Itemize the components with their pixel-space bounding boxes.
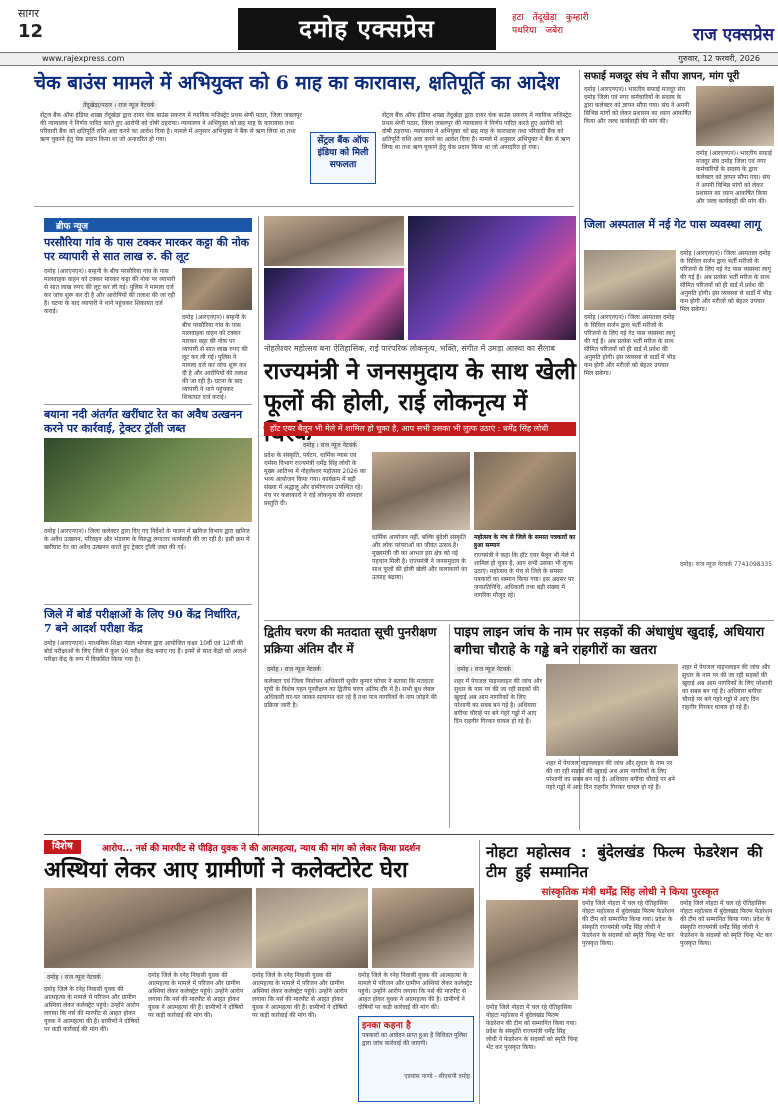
ashes-urn-photo — [256, 888, 368, 968]
divider — [44, 604, 252, 605]
lead-subhead-2: महोत्सव के मंच से जिले के समस्त पत्रकारों का हुआ सम्मान — [474, 534, 576, 549]
top-story-headline: चेक बाउंस मामले में अभियुक्त को 6 माह का कारावास, क्षतिपूर्ति का आदेश — [34, 72, 560, 94]
road-pit-photo — [546, 664, 678, 756]
brief-story1-body: दमोह (आरएनएन)। बम्हनी के बीच परसौरिया गांव के पास मालवाहक वाहन को टक्कर मारकर कट्टा की नोक पर व्यापारी से सात लाख रुपए की लूट कर ली गई। पुलिस ने मामला दर्ज कर जांच शुरू कर दी है और आरोपियों की तलाश की जा रही है। घटना के बाद व्यापारी ने थाने पहुंचकर शिकायत दर्ज कराई। — [44, 268, 176, 315]
voter-list-headline: द्वितीय चरण की मतदाता सूची पुनरीक्षण प्रक्रिया अंतिम दौर में — [264, 625, 437, 656]
pipeline-body-cont2: शहर में पेयजल पाइपलाइन की जांच और सुधार के नाम पर की जा रही सड़कों की खुदाई अब आम नागरिकों के लिए परेशानी का सबब बन गई है। अधियारा बगीचा चौराहे पर बने गहरे गड्ढों में आए दिन राहगीर गिरकर घायल हो रहे हैं। — [682, 664, 773, 711]
newspaper-title: दमोह एक्सप्रेस — [238, 8, 496, 50]
voter-list-byline: दमोह । राज न्यूज नेटवर्क — [264, 664, 324, 674]
festival-photo-1 — [264, 216, 404, 266]
divider — [264, 620, 774, 621]
hospital-photo — [584, 250, 676, 310]
villagers-photo — [372, 888, 474, 968]
top-story-byline: तेंदूखेड़ा/पठार । राज न्यूज नेटवर्क — [80, 100, 158, 110]
memorandum-photo — [696, 86, 774, 146]
nohta-kicker: सांस्कृतिक मंत्री धर्मेंद्र सिंह लोधी ने किया पुरस्कृत — [541, 887, 719, 898]
side-top-body-cont: दमोह (आरएनएन)। भारतीय सफाई मजदूर संघ दमोह जिला एवं नगर कर्मचारियों के सदस्य के द्वारा कलेक्टर को ज्ञापन सौंपा गया। संघ ने अपनी विभिन्न मांगों को लेकर प्रशासन का ध्यान आकर्षित किया और जल्द कार्यवाही की मांग की। — [696, 150, 772, 205]
bureau-list — [512, 12, 632, 38]
victim-photo — [182, 268, 252, 310]
statement-box-text: पत्रकारों का आवेदन प्राप्त हुआ है विधिवत पुलिस द्वारा जांच कार्रवाई की जाएगी। — [362, 1032, 468, 1047]
holi-photo — [372, 452, 470, 530]
tractor-seizure-photo — [44, 438, 252, 522]
statement-box-title: इनका कहना है — [362, 1021, 411, 1031]
journalist-honour-photo — [474, 452, 576, 530]
nohta-headline: नोहटा महोत्सव : बुंदेलखंड फिल्म फेडरेशन की टीम हुई सम्मानित — [486, 843, 763, 881]
special-kicker: आरोप... नर्स की मारपीट से पीड़ित युवक ने की आत्महत्या, न्याय की मांग को लेकर किया प्रदर्शन — [102, 844, 421, 854]
brief-story2-headline: बयाना नदी अंतर्गत खरींघाट रेत का अवैध उत्खनन करने पर कार्रवाई, ट्रेक्टर ट्रॉली जब्त — [44, 408, 243, 435]
city-name: सागर — [18, 7, 39, 20]
collectorate-protest-photo — [44, 888, 252, 968]
nohta-body-cont: दमोह जिले नोहटा में चल रहे ऐतिहासिक नोहटा महोत्सव में बुंदेलखंड फिल्म फेडरेशन की टीम को सम्मानित किया गया। प्रदेश के संस्कृति राज्यमंत्री धर्मेंद्र सिंह लोधी ने फेडरेशन के सदस्यों को स्मृति चिन्ह भेंट कर पुरस्कृत किया। — [680, 900, 773, 947]
side-top-body: दमोह (आरएनएन)। भारतीय सफाई मजदूर संघ दमोह जिला एवं नगर कर्मचारियों के सदस्य के द्वारा कलेक्टर को ज्ञापन सौंपा गया। संघ ने अपनी विभिन्न मांगों को लेकर प्रशासन का ध्यान आकर्षित किया और जल्द कार्यवाही की मांग की। — [584, 86, 692, 125]
divider — [34, 206, 574, 207]
bureau-item: कुम्हारी — [565, 13, 589, 23]
brief-story3-body: दमोह (आरएनएन)। माध्यमिक शिक्षा मंडल भोपाल द्वारा आयोजित कक्षा 10वीं एवं 12वीं की बोर्ड परीक्षाओं के लिए जिले में कुल 90 परीक्षा केंद्र बनाए गए हैं। इनमें से सात केंद्रों को आदर्श परीक्षा केंद्र के रूप में विकसित किया गया है। — [44, 640, 247, 663]
brief-news-label: ब्रीफ न्यूज — [56, 222, 89, 232]
pipeline-headline: पाइप लाइन जांच के नाम पर सड़कों की अंधाधुंध खुदाई, अधियारा बगीचा चौराहे के गड्ढे बने राहगीरों का खतरा — [454, 625, 765, 658]
special-body-cont2: दमोह जिले के रनेह निवासी युवक की आत्महत्या के मामले में परिजन और ग्रामीण अस्थियां लेकर कलेक्ट्रेट पहुंचे। उन्होंने आरोप लगाया कि नर्स की मारपीट से आहत होकर युवक ने आत्महत्या की है। ग्रामीणों ने दोषियों पर कड़ी कार्रवाई की मांग की। — [252, 972, 348, 1019]
website-url[interactable]: www.rajexpress.com — [42, 54, 125, 63]
nohta-body: दमोह जिले नोहटा में चल रहे ऐतिहासिक नोहटा महोत्सव में बुंदेलखंड फिल्म फेडरेशन की टीम को सम्मानित किया गया। प्रदेश के संस्कृति राज्यमंत्री धर्मेंद्र सिंह लोधी ने फेडरेशन के सदस्यों को स्मृति चिन्ह भेंट कर पुरस्कृत किया। — [582, 900, 675, 947]
side-top-headline: सफाई मजदूर संघ ने सौंपा ज्ञापन, मांग पूरी — [584, 71, 740, 82]
special-body-cont3: दमोह जिले के रनेह निवासी युवक की आत्महत्या के मामले में परिजन और ग्रामीण अस्थियां लेकर कलेक्ट्रेट पहुंचे। उन्होंने आरोप लगाया कि नर्स की मारपीट से आहत होकर युवक ने आत्महत्या की है। ग्रामीणों ने दोषियों पर कड़ी कार्रवाई की मांग की। — [358, 972, 473, 1011]
brief-story1-headline: परसौरिया गांव के पास टक्कर मारकर कट्टा की नोक पर व्यापारी से सात लाख रु. की लूट — [44, 236, 250, 263]
brand-logo-text: राज एक्सप्रेस — [692, 25, 774, 45]
brief-news-bar — [44, 218, 252, 232]
bureau-item: हटा — [512, 13, 524, 23]
lead-body-3: राज्यमंत्री ने कहा कि हॉट एयर बैलून भी मेले में शामिल हो चुका है, आप सभी उसका भी लुत्फ उठाएं। महोत्सव के मंच से जिले के समस्त पत्रकारों का सम्मान किया गया। इस अवसर पर जनप्रतिनिधि, अधिकारी तथा बड़ी संख्या में नागरिक मौजूद रहे। — [474, 552, 575, 599]
special-body-cont: दमोह जिले के रनेह निवासी युवक की आत्महत्या के मामले में परिजन और ग्रामीण अस्थियां लेकर कलेक्ट्रेट पहुंचे। उन्होंने आरोप लगाया कि नर्स की मारपीट से आहत होकर युवक ने आत्महत्या की है। ग्रामीणों ने दोषियों पर कड़ी कार्रवाई की मांग की। — [148, 972, 244, 1019]
nohta-body-cont2: दमोह जिले नोहटा में चल रहे ऐतिहासिक नोहटा महोत्सव में बुंदेलखंड फिल्म फेडरेशन की टीम को सम्मानित किया गया। प्रदेश के संस्कृति राज्यमंत्री धर्मेंद्र सिंह लोधी ने फेडरेशन के सदस्यों को स्मृति चिन्ह भेंट कर पुरस्कृत किया। — [486, 1004, 578, 1051]
bureau-item: जबेरा — [545, 26, 564, 36]
lead-body-2: धार्मिक आयोजन नहीं, बल्कि बुंदेली संस्कृति और लोक परंपराओं का जीवंत उत्सव है। मुख्यमंत्री जी का आभार इस क्षेत्र को नई पहचान मिली है। राज्यमंत्री ने जनसमुदाय के साथ फूलों की होली खेली और कलाकारों का उत्साह बढ़ाया। — [372, 534, 468, 581]
divider — [44, 404, 252, 405]
issue-date: गुरुवार, 12 फरवरी, 2026 — [678, 54, 760, 63]
column-rule — [479, 840, 480, 1104]
column-rule — [258, 216, 259, 836]
pipeline-body: शहर में पेयजल पाइपलाइन की जांच और सुधार के नाम पर की जा रही सड़कों की खुदाई अब आम नागरिकों के लिए परेशानी का सबब बन गई है। अधियारा बगीचा चौराहे पर बने गहरे गड्ढों में आए दिन राहगीर गिरकर घायल हो रहे हैं। — [454, 678, 542, 725]
pipeline-body-cont: शहर में पेयजल पाइपलाइन की जांच और सुधार के नाम पर की जा रही सड़कों की खुदाई अब आम नागरिकों के लिए परेशानी का सबब बन गई है। अधियारा बगीचा चौराहे पर बने गहरे गड्ढों में आए दिन राहगीर गिरकर घायल हो रहे हैं। — [546, 760, 675, 791]
masthead-left — [18, 6, 128, 50]
bureau-item: तेंदूखेड़ा — [532, 13, 557, 23]
brief-story1-body-cont: दमोह (आरएनएन)। बम्हनी के बीच परसौरिया गांव के पास मालवाहक वाहन को टक्कर मारकर कट्टा की नोक पर व्यापारी से सात लाख रुपए की लूट कर ली गई। पुलिस ने मामला दर्ज कर जांच शुरू कर दी है और आरोपियों की तलाश की जा रही है। घटना के बाद व्यापारी ने थाने पहुंचकर शिकायत दर्ज कराई। — [182, 314, 248, 401]
divider — [44, 834, 774, 835]
special-body: दमोह जिले के रनेह निवासी युवक की आत्महत्या के मामले में परिजन और ग्रामीण अस्थियां लेकर कलेक्ट्रेट पहुंचे। उन्होंने आरोप लगाया कि नर्स की मारपीट से आहत होकर युवक ने आत्महत्या की है। ग्रामीणों ने दोषियों पर कड़ी कार्रवाई की मांग की। — [44, 986, 140, 1033]
special-label: विशेष — [44, 840, 81, 854]
nohta-award-photo — [486, 900, 578, 1000]
column-rule — [449, 624, 450, 828]
statement-box — [358, 1016, 474, 1102]
top-story-body: सेंट्रल बैंक ऑफ इंडिया शाखा तेंदूखेड़ा द्वारा दायर चेक बाउंस प्रकरण में न्यायिक मजिस्ट्रेट प्रथम श्रेणी पठार, जिला जबलपुर की न्यायालय ने निर्णय पारित करते हुए आरोपी को दोषी ठहराया। न्यायालय ने अभियुक्त को छह माह के कारावास तथा परिवादी बैंक को क्षतिपूर्ति राशि अदा करने का आदेश दिया है। मामले में अनुसार अभियुक्त ने बैंक से ऋण लिया था तथा ऋण चुकाने हेतु चेक प्रदान किया था जो अनादरित हो गया। — [40, 112, 302, 143]
statement-box-sign: एडवांस पाण्डे - सीएसपी दमोह — [404, 1073, 470, 1080]
top-story-body-cont: सेंट्रल बैंक ऑफ इंडिया शाखा तेंदूखेड़ा द्वारा दायर चेक बाउंस प्रकरण में न्यायिक मजिस्ट्रेट प्रथम श्रेणी पठार, जिला जबलपुर की न्यायालय ने निर्णय पारित करते हुए आरोपी को दोषी ठहराया। न्यायालय ने अभियुक्त को छह माह के कारावास तथा परिवादी बैंक को क्षतिपूर्ति राशि अदा करने का आदेश दिया है। मामले में अनुसार अभियुक्त ने बैंक से ऋण लिया था तथा ऋण चुकाने हेतु चेक प्रदान किया था जो अनादरित हो गया। — [382, 112, 572, 151]
brief-story2-body: दमोह (आरएनएन)। जिला कलेक्टर द्वारा दिए गए निर्देशों के पालन में खनिज विभाग द्वारा खनिज के अवैध उत्खनन, परिवहन और भंडारण के विरुद्ध लगातार कार्यवाही की जा रही है। इसी क्रम में खरींघाट रेत का अवैध उत्खनन करते हुए ट्रेक्टर ट्रॉली जब्त की गई। — [44, 528, 250, 551]
hospital-body: दमोह (आरएनएन)। जिला अस्पताल दमोह के सिविल सर्जन द्वारा भर्ती मरीजों के परिजनों के लिए नई गेट पास व्यवस्था लागू की गई है। अब प्रत्येक भर्ती मरीज के साथ सीमित परिजनों को ही वार्ड में प्रवेश की अनुमति होगी। इस व्यवस्था से वार्डों में भीड़ कम होगी और मरीजों को बेहतर उपचार मिल सकेगा। — [680, 250, 772, 313]
lead-body-1: प्रदेश के संस्कृति, पर्यटन, धार्मिक न्यास एवं धर्मस्व विभाग राज्यमंत्री धर्मेंद्र सिंह लोधी के मुख्य आतिथ्य में नोहलेश्वर महोत्सव 2026 का भव्य आयोजन किया गया। कार्यक्रम में बड़ी संख्या में श्रद्धालु और ग्रामीणजन उपस्थित रहे। मंच पर कलाकारों ने राई लोकनृत्य की शानदार प्रस्तुति दी। — [264, 452, 366, 507]
page-number: 12 — [18, 21, 44, 42]
lead-headline: राज्यमंत्री ने जनसमुदाय के साथ खेली फूलों की होली, राई लोकनृत्य में — [264, 358, 576, 416]
hospital-body-cont: दमोह (आरएनएन)। जिला अस्पताल दमोह के सिविल सर्जन द्वारा भर्ती मरीजों के परिजनों के लिए नई गेट पास व्यवस्था लागू की गई है। अब प्रत्येक भर्ती मरीज के साथ सीमित परिजनों को ही वार्ड में प्रवेश की अनुमति होगी। इस व्यवस्था से वार्डों में भीड़ कम होगी और मरीजों को बेहतर उपचार मिल सकेगा। — [584, 314, 676, 377]
top-story-quote: सेंट्रल बैंक ऑफ इंडिया को मिली सफलता — [310, 132, 376, 184]
pipeline-byline: दमोह । राज न्यूज नेटवर्क — [454, 664, 514, 674]
special-headline: अस्थियां लेकर आए ग्रामीणों ने कलेक्टोरेट घेरा — [44, 857, 408, 883]
hospital-contact: दमोह। राज न्यूज नेटवर्क 7741098335 — [680, 561, 773, 568]
special-byline: दमोह । राज न्यूज नेटवर्क — [44, 972, 104, 982]
festival-photo-2 — [264, 268, 404, 340]
voter-list-body: कलेक्टर एवं जिला निर्वाचन अधिकारी सुधीर कुमार कोचर ने बताया कि मतदाता सूची के विशेष गहन पुनरीक्षण का द्वितीय चरण अंतिम दौर में है। सभी बूथ लेवल अधिकारी घर-घर जाकर सत्यापन कर रहे हैं तथा पात्र नागरिकों के नाम जोड़ने की प्रक्रिया जारी है। — [264, 678, 437, 709]
bureau-item: पथरिया — [512, 26, 537, 36]
date-strip — [0, 52, 778, 66]
lead-subhead: हॉट एयर बैलून भी मेले में शामिल हो चुका है, आप सभी उसका भी लुत्फ उठाएं : धर्मेंद्र सिंह लोधी — [264, 422, 576, 436]
festival-stage-photo — [408, 216, 576, 340]
lead-byline: दमोह । राज न्यूज नेटवर्क — [300, 440, 360, 450]
brief-story3-headline: जिले में बोर्ड परीक्षाओं के लिए 90 केंद्र निर्धारित, 7 बने आदर्श परीक्षा केंद्र — [44, 608, 241, 635]
festival-photo-caption: नोहलेश्वर महोत्सव बना ऐतिहासिक, राई पारंपरिक लोकनृत्य, भक्ति, संगीत में उमड़ा आस्था का सैलाब — [264, 344, 555, 353]
hospital-headline: जिला अस्पताल में नई गेट पास व्यवस्था लागू — [584, 218, 761, 231]
